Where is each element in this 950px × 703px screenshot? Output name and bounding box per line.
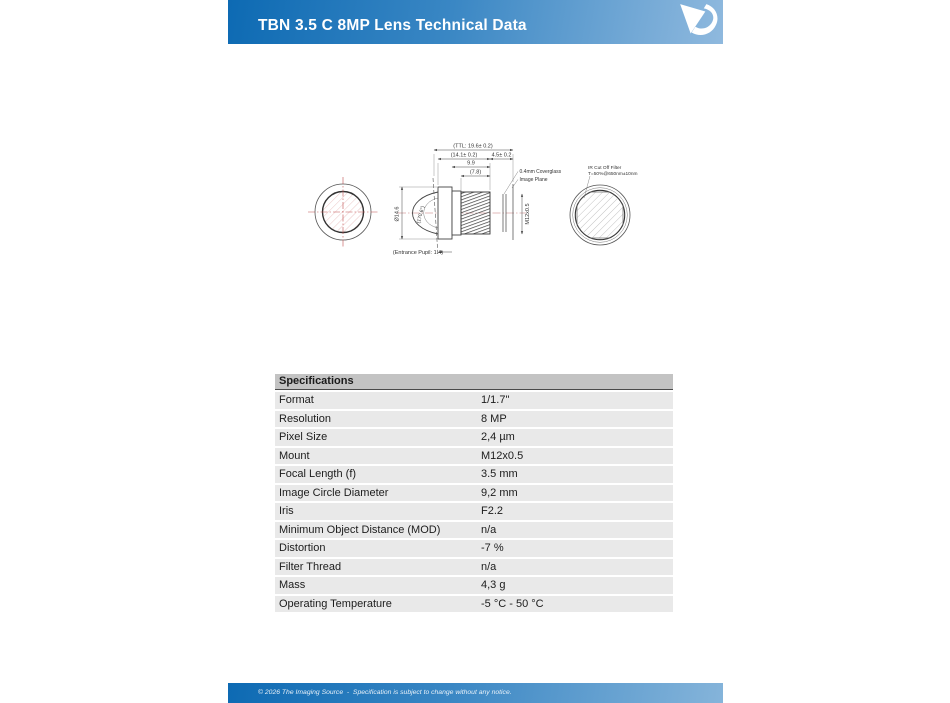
spec-value: 4,3 g [481, 579, 506, 591]
table-row [275, 392, 673, 409]
specifications-table [275, 374, 673, 612]
spec-label: Image Circle Diameter [279, 486, 389, 499]
specifications-table-title: Specifications [275, 374, 673, 390]
spec-value: 3.5 mm [481, 468, 518, 480]
dim-thread-length: (7.8) [469, 169, 482, 176]
header-bar [228, 0, 723, 44]
imaging-source-logo-icon [677, 1, 719, 43]
spec-label: Operating Temperature [279, 597, 392, 610]
spec-value: 9,2 mm [481, 486, 518, 499]
front-view [308, 177, 378, 247]
spec-label: Format [279, 394, 314, 406]
spec-label: Focal Length (f) [279, 468, 357, 480]
table-row [275, 540, 673, 557]
label-ir-filter-line1: IR Cut Off Filter [588, 166, 622, 171]
spec-value: F2.2 [481, 505, 504, 517]
dim-field-of-view: (170.6°) [415, 205, 427, 225]
spec-value: n/a [481, 523, 497, 536]
spec-value: M12x0.5 [481, 449, 524, 462]
spec-label: Mass [279, 579, 306, 591]
spec-label: Minimum Object Distance (MOD) [279, 523, 441, 536]
table-row [275, 577, 673, 594]
table-row [275, 411, 673, 428]
table-row [275, 596, 673, 613]
table-row [275, 485, 673, 502]
spec-value: -5 °C - 50 °C [481, 597, 544, 610]
spec-label: Pixel Size [279, 431, 328, 443]
spec-label: Distortion [279, 542, 326, 554]
spec-value: 2,4 µm [481, 431, 515, 443]
dim-barrel-length: 9.9 [467, 160, 475, 167]
footer-copyright: © 2026 The Imaging Source - Specification is subject to change without any notice. [258, 689, 512, 696]
side-view [393, 144, 562, 257]
spec-label: Mount [279, 449, 310, 462]
table-row [275, 429, 673, 446]
spec-value: 1/1.7" [481, 394, 510, 406]
spec-value: n/a [481, 560, 497, 573]
spec-label: Resolution [279, 412, 331, 425]
table-row [275, 503, 673, 520]
spec-value: -7 % [481, 542, 504, 554]
spec-label: Iris [279, 505, 294, 517]
table-row [275, 448, 673, 465]
dim-entrance-pupil: (Entrance Pupil: 1.4) [392, 250, 444, 256]
label-coverglass: 0.4mm Coverglass [519, 169, 562, 175]
label-image-plane: Image Plane [519, 177, 548, 183]
lens-technical-drawing [228, 128, 723, 278]
dim-mount-thread: M12x0.5 [525, 203, 531, 225]
page-title: TBN 3.5 C 8MP Lens Technical Data [258, 17, 527, 34]
dim-flange-diameter: Ø14.6 [394, 206, 401, 222]
footer-bar [228, 683, 723, 703]
label-ir-filter-line2: T=50%@650nm±10nm [588, 172, 638, 177]
dim-mid-length: (14.1± 0.2) [450, 152, 478, 159]
rear-view [570, 165, 638, 245]
spec-value: 8 MP [481, 412, 507, 425]
page-body [228, 0, 723, 703]
table-row [275, 522, 673, 539]
table-row [275, 559, 673, 576]
dim-ttl: (TTL: 19.6± 0.2) [453, 143, 493, 150]
dim-back-focal: 4.5± 0.2 [491, 152, 512, 159]
spec-label: Filter Thread [279, 560, 342, 573]
table-row [275, 466, 673, 483]
